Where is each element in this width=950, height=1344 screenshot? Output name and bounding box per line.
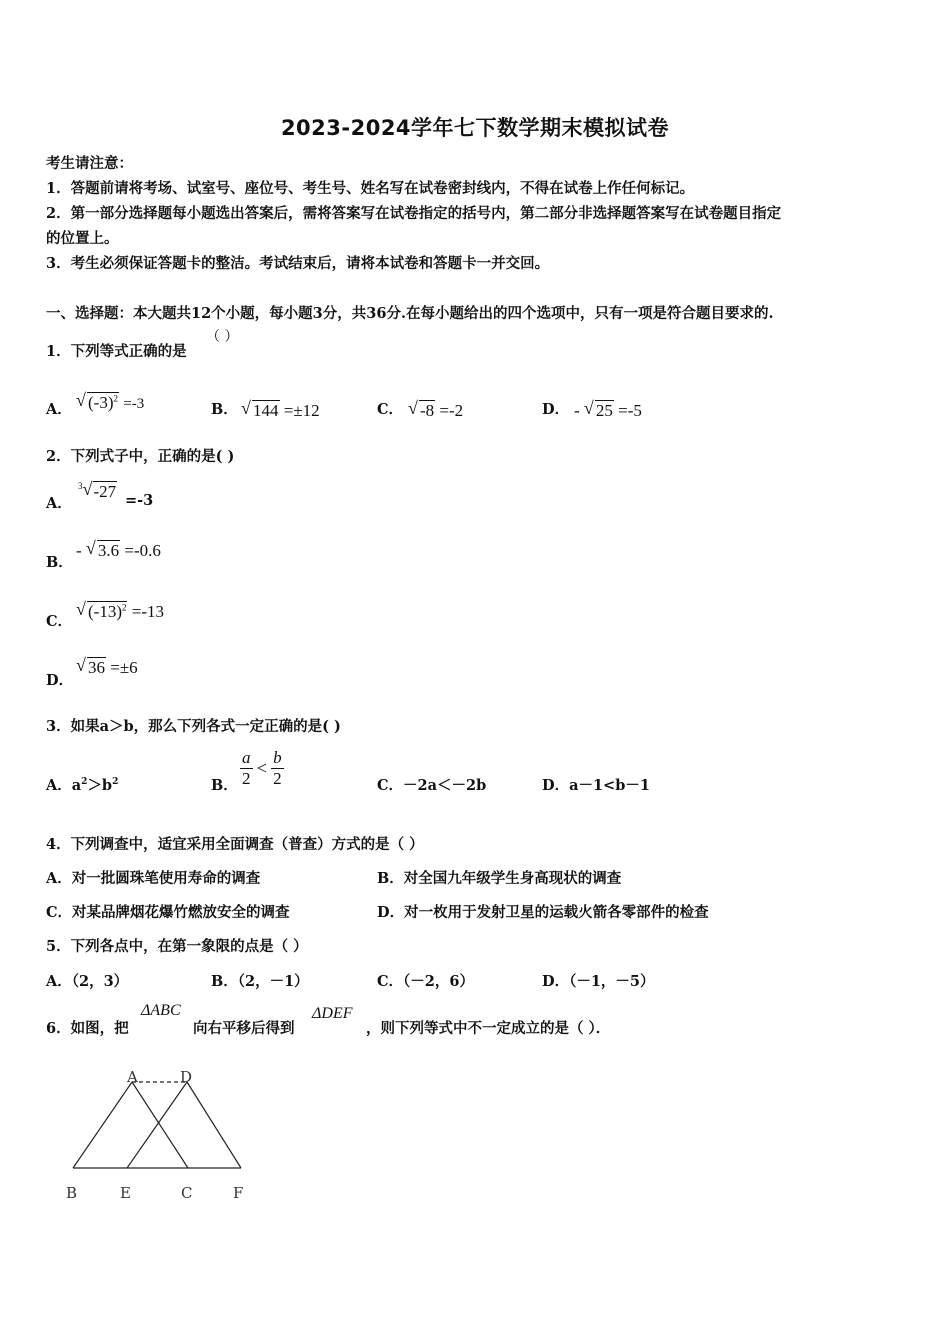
- notice-item-1: 1．答题前请将考场、试室号、座位号、考生号、姓名写在试卷密封线内，不得在试卷上作任何标记。: [46, 180, 695, 197]
- point-label-b: B: [66, 1184, 78, 1202]
- q6-figure: [55, 1060, 265, 1210]
- segment-ab: [73, 1082, 132, 1168]
- point-label-a: A: [127, 1068, 138, 1086]
- q3-option-d: D．a－1<b－1: [542, 777, 650, 794]
- q5-stem: 5．下列各点中，在第一象限的点是（ ）: [46, 938, 308, 955]
- point-label-f: F: [233, 1184, 244, 1202]
- q1-stem: 1．下列等式正确的是: [46, 343, 187, 360]
- q2-stem: 2．下列式子中，正确的是( ): [46, 448, 235, 465]
- q4-option-d: D．对一枚用于发射卫星的运载火箭各零部件的检查: [377, 904, 709, 921]
- q2-a-label: A．: [46, 495, 72, 512]
- q1-a-expr: √ $(-3)^2 =-3$: [76, 390, 145, 412]
- section-heading: 一、选择题：本大题共12个小题，每小题3分，共36分.在每小题给出的四个选项中，只有一项是符合题目要求的.: [46, 305, 774, 322]
- q2-a-rhs: =-3: [125, 492, 154, 509]
- q2-c-label: C．: [46, 613, 73, 630]
- q1-a-label: A．: [46, 401, 72, 418]
- q2-c-expr: √ $(-13)^2 =-13$: [76, 599, 164, 621]
- point-label-d: D: [180, 1068, 193, 1086]
- q3-stem: 3．如果a＞b，那么下列各式一定正确的是( ): [46, 718, 341, 735]
- notice-heading: 考生请注意：: [46, 155, 133, 172]
- q4-stem: 4．下列调查中，适宜采用全面调查（普查）方式的是（ ）: [46, 836, 424, 853]
- q1-c-label: C．: [377, 401, 404, 418]
- q4-option-c: C．对某品牌烟花爆竹燃放安全的调查: [46, 904, 290, 921]
- q5-option-a: A．（2，3）: [46, 973, 129, 990]
- q5-option-d: D．（－1，－5）: [542, 973, 655, 990]
- q3-option-b-label: B．: [211, 777, 238, 794]
- segment-de: [127, 1082, 187, 1168]
- notice-item-2-cont: 的位置上。: [46, 230, 119, 247]
- q2-a-expr: $^3$ √ -27: [78, 479, 117, 501]
- q6-triangle-def: ΔDEF: [312, 1005, 353, 1022]
- q2-d-expr: √ 36 =±6: [76, 655, 138, 677]
- q1-paren: （ ）: [206, 329, 239, 345]
- notice-item-2: 2．第一部分选择题每小题选出答案后，需将答案写在试卷指定的括号内，第二部分非选择题答案写在试卷题目指定: [46, 205, 782, 222]
- q2-b-expr: - √ 3.6 =-0.6: [76, 538, 161, 560]
- q6-stem-a: 6．如图，把: [46, 1020, 129, 1037]
- q4-option-b: B．对全国九年级学生身高现状的调查: [377, 870, 622, 887]
- q3-option-b-expr: $\frac{a}{2}$ < $\frac{b}{2}$: [242, 748, 282, 788]
- q5-option-c: C．（－2，6）: [377, 973, 474, 990]
- point-label-e: E: [120, 1184, 131, 1202]
- q1-d-expr: - √ 25 =-5: [574, 398, 642, 420]
- q1-c-expr: √ -8 =-2: [408, 398, 464, 420]
- q1-b-label: B．: [211, 401, 238, 418]
- q1-d-label: D．: [542, 401, 570, 418]
- q6-stem-c: ，则下列等式中不一定成立的是（ ）．: [366, 1020, 611, 1037]
- q4-option-a: A．对一批圆珠笔使用寿命的调查: [46, 870, 261, 887]
- point-label-c: C: [181, 1184, 193, 1202]
- q6-stem-b: 向右平移后得到: [193, 1020, 295, 1037]
- q3-option-c: C．－2a＜－2b: [377, 777, 487, 794]
- q5-option-b: B．（2，－1）: [211, 973, 309, 990]
- page-title: 2023-2024学年七下数学期末模拟试卷: [280, 116, 670, 140]
- notice-item-3: 3．考生必须保证答题卡的整洁。考试结束后，请将本试卷和答题卡一并交回。: [46, 255, 550, 272]
- q1-b-expr: √ 144 =±12: [241, 398, 320, 420]
- q6-triangle-abc: ΔABC: [141, 1002, 181, 1019]
- q2-b-label: B．: [46, 554, 73, 571]
- q2-d-label: D．: [46, 672, 74, 689]
- q3-option-a: A．$a^2>b^2$: [46, 777, 119, 794]
- segment-ac: [132, 1082, 188, 1168]
- segment-df: [187, 1082, 241, 1168]
